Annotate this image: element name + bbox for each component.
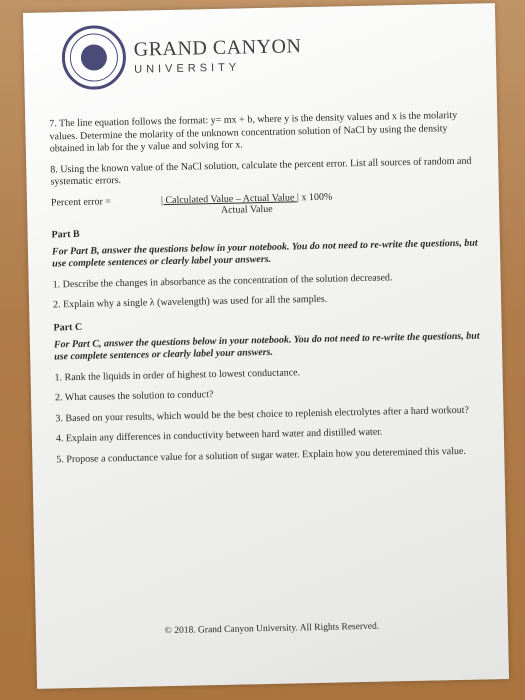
part-c-instructions: For Part C, answer the questions below in your notebook. You do not need to re-write the questions, but use complete sentences or clearly label your answers.	[53, 330, 480, 363]
question-7: 7. The line equation follows the format: y= mx + b, where y is the density values and x is the molarity values. Determine the molarity of the unknown concentration solution of NaCl by using the density obtained in lab for the y value and solving for x.	[49, 109, 458, 155]
percent-error-formula	[51, 188, 479, 219]
percent-error-label: Percent error =	[50, 195, 112, 208]
part-b-item-2: 2. Explain why a single λ (wavelength) was used for all the samples.	[52, 293, 328, 311]
worksheet-page	[23, 3, 509, 689]
part-c-item-5: 5. Propose a conductance value for a solution of sugar water. Explain how you deteremined this value.	[56, 445, 466, 465]
part-c-item-3: 3. Based on your results, which would be the best choice to replenish electrolytes after a hard workout?	[55, 404, 469, 424]
part-c-item-2: 2. What causes the solution to conduct?	[54, 389, 214, 404]
part-b-item-1: 1. Describe the changes in absorbance as the concentration of the solution decreased.	[52, 271, 393, 290]
percent-error-fraction	[161, 191, 333, 217]
page-content	[47, 18, 484, 475]
part-c-title: Part C	[53, 321, 83, 333]
part-c-item-4: 4. Explain any differences in conductivity between hard water and distilled water.	[55, 426, 383, 445]
percent-error-numerator: | Calculated Value – Actual Value |	[160, 191, 300, 206]
part-b-title: Part B	[51, 228, 80, 240]
percent-error-multiplier: x 100%	[301, 191, 333, 203]
university-seal-icon	[61, 25, 126, 90]
university-name: GRAND CANYON	[133, 34, 302, 61]
question-8: 8. Using the known value of the NaCl solution, calculate the percent error. List all sources of random and systematic errors.	[50, 155, 472, 188]
copyright-footer: © 2018. Grand Canyon University. All Rights Reserved.	[164, 621, 380, 637]
part-b-instructions: For Part B, answer the questions below in your notebook. You do not need to re-write the questions, but use complete sentences or clearly label your answers.	[51, 237, 478, 270]
university-logo	[61, 18, 476, 91]
university-wordmark	[134, 35, 302, 76]
university-subtitle: UNIVERSITY	[134, 60, 241, 76]
part-c-item-1: 1. Rank the liquids in order of highest to lowest conductance.	[54, 366, 301, 383]
percent-error-denominator: Actual Value	[220, 203, 273, 216]
